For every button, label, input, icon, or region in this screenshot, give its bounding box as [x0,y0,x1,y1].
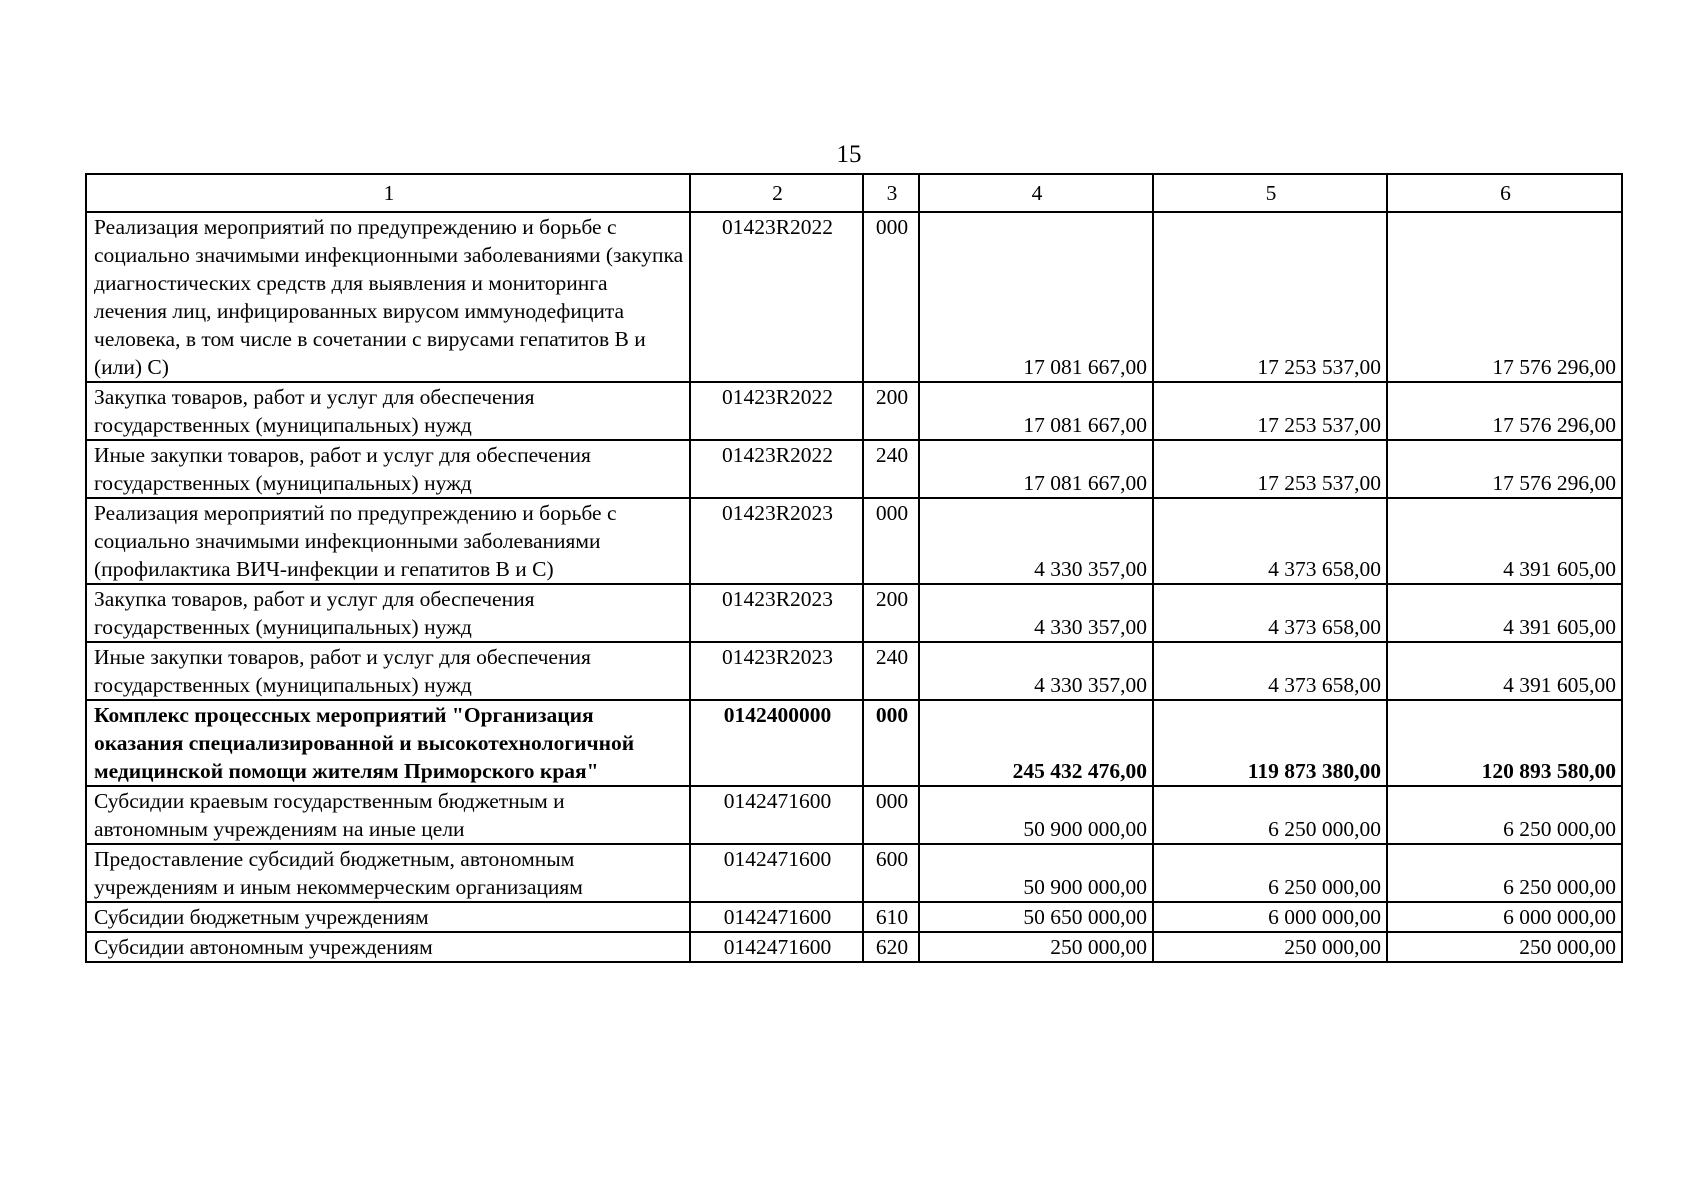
row-amount-4: 17 081 667,00 [919,212,1153,382]
row-amount-6: 4 391 605,00 [1387,584,1622,642]
table-row-bold [86,700,1622,786]
row-name: Комплекс процессных мероприятий "Организация оказания специализированной и высокотехнологичной медицинской помощи жителям Приморского края" [86,700,690,786]
row-amount-5: 4 373 658,00 [1153,642,1387,700]
row-amount-4: 50 650 000,00 [919,902,1153,932]
row-type: 000 [863,212,919,382]
table-row [86,584,1622,642]
row-name: Иные закупки товаров, работ и услуг для обеспечения государственных (муниципальных) нужд [86,440,690,498]
table-row [86,498,1622,584]
row-amount-5: 6 250 000,00 [1153,786,1387,844]
row-amount-5: 4 373 658,00 [1153,498,1387,584]
row-amount-6: 4 391 605,00 [1387,498,1622,584]
row-code: 0142471600 [690,786,863,844]
row-type: 000 [863,700,919,786]
row-name: Закупка товаров, работ и услуг для обеспечения государственных (муниципальных) нужд [86,382,690,440]
row-amount-6: 6 250 000,00 [1387,844,1622,902]
row-amount-5: 4 373 658,00 [1153,584,1387,642]
row-code: 01423R2022 [690,212,863,382]
row-amount-5: 119 873 380,00 [1153,700,1387,786]
row-amount-5: 17 253 537,00 [1153,382,1387,440]
table-row [86,382,1622,440]
column-header: 1 [86,174,690,212]
row-type: 000 [863,498,919,584]
row-type: 200 [863,382,919,440]
row-amount-6: 6 000 000,00 [1387,902,1622,932]
row-amount-4: 50 900 000,00 [919,844,1153,902]
row-name: Закупка товаров, работ и услуг для обеспечения государственных (муниципальных) нужд [86,584,690,642]
table-row [86,932,1622,962]
header-row [86,174,1622,212]
row-type: 600 [863,844,919,902]
row-name: Субсидии краевым государственным бюджетным и автономным учреждениям на иные цели [86,786,690,844]
row-code: 0142471600 [690,932,863,962]
row-amount-5: 17 253 537,00 [1153,212,1387,382]
row-name: Реализация мероприятий по предупреждению и борьбе с социально значимыми инфекционными заболеваниями (закупка диагностических средств для выявления и мониторинга лечения лиц, инфицированных вирусом иммунодефицита человека, в том числе в сочетании с вирусами гепатитов B и (или) C) [86,212,690,382]
row-amount-6: 17 576 296,00 [1387,212,1622,382]
row-amount-6: 17 576 296,00 [1387,440,1622,498]
row-amount-4: 50 900 000,00 [919,786,1153,844]
row-amount-4: 245 432 476,00 [919,700,1153,786]
table-row [86,786,1622,844]
column-header: 2 [690,174,863,212]
column-header: 5 [1153,174,1387,212]
budget-table [85,173,1623,963]
row-type: 240 [863,642,919,700]
row-amount-5: 6 250 000,00 [1153,844,1387,902]
column-header: 6 [1387,174,1622,212]
row-code: 0142471600 [690,902,863,932]
row-amount-6: 4 391 605,00 [1387,642,1622,700]
table-row [86,212,1622,382]
row-type: 200 [863,584,919,642]
row-code: 0142400000 [690,700,863,786]
row-name: Реализация мероприятий по предупреждению и борьбе с социально значимыми инфекционными заболеваниями (профилактика ВИЧ-инфекции и гепатитов B и C) [86,498,690,584]
row-code: 01423R2023 [690,584,863,642]
row-name: Предоставление субсидий бюджетным, автономным учреждениям и иным некоммерческим организациям [86,844,690,902]
row-amount-4: 4 330 357,00 [919,584,1153,642]
row-amount-4: 4 330 357,00 [919,498,1153,584]
row-amount-5: 6 000 000,00 [1153,902,1387,932]
row-amount-4: 17 081 667,00 [919,382,1153,440]
row-name: Иные закупки товаров, работ и услуг для обеспечения государственных (муниципальных) нужд [86,642,690,700]
column-header: 3 [863,174,919,212]
row-amount-6: 17 576 296,00 [1387,382,1622,440]
row-code: 01423R2022 [690,440,863,498]
row-amount-5: 250 000,00 [1153,932,1387,962]
row-amount-4: 17 081 667,00 [919,440,1153,498]
page-number: 15 [836,141,862,168]
row-type: 240 [863,440,919,498]
row-amount-6: 250 000,00 [1387,932,1622,962]
row-amount-6: 6 250 000,00 [1387,786,1622,844]
row-code: 01423R2023 [690,498,863,584]
table-row [86,440,1622,498]
row-code: 01423R2022 [690,382,863,440]
row-amount-4: 250 000,00 [919,932,1153,962]
row-amount-6: 120 893 580,00 [1387,700,1622,786]
row-type: 620 [863,932,919,962]
row-type: 000 [863,786,919,844]
row-name: Субсидии бюджетным учреждениям [86,902,690,932]
table-row [86,844,1622,902]
row-type: 610 [863,902,919,932]
row-amount-4: 4 330 357,00 [919,642,1153,700]
row-code: 0142471600 [690,844,863,902]
row-name: Субсидии автономным учреждениям [86,932,690,962]
column-header: 4 [919,174,1153,212]
table-row [86,902,1622,932]
row-amount-5: 17 253 537,00 [1153,440,1387,498]
row-code: 01423R2023 [690,642,863,700]
table-row [86,642,1622,700]
